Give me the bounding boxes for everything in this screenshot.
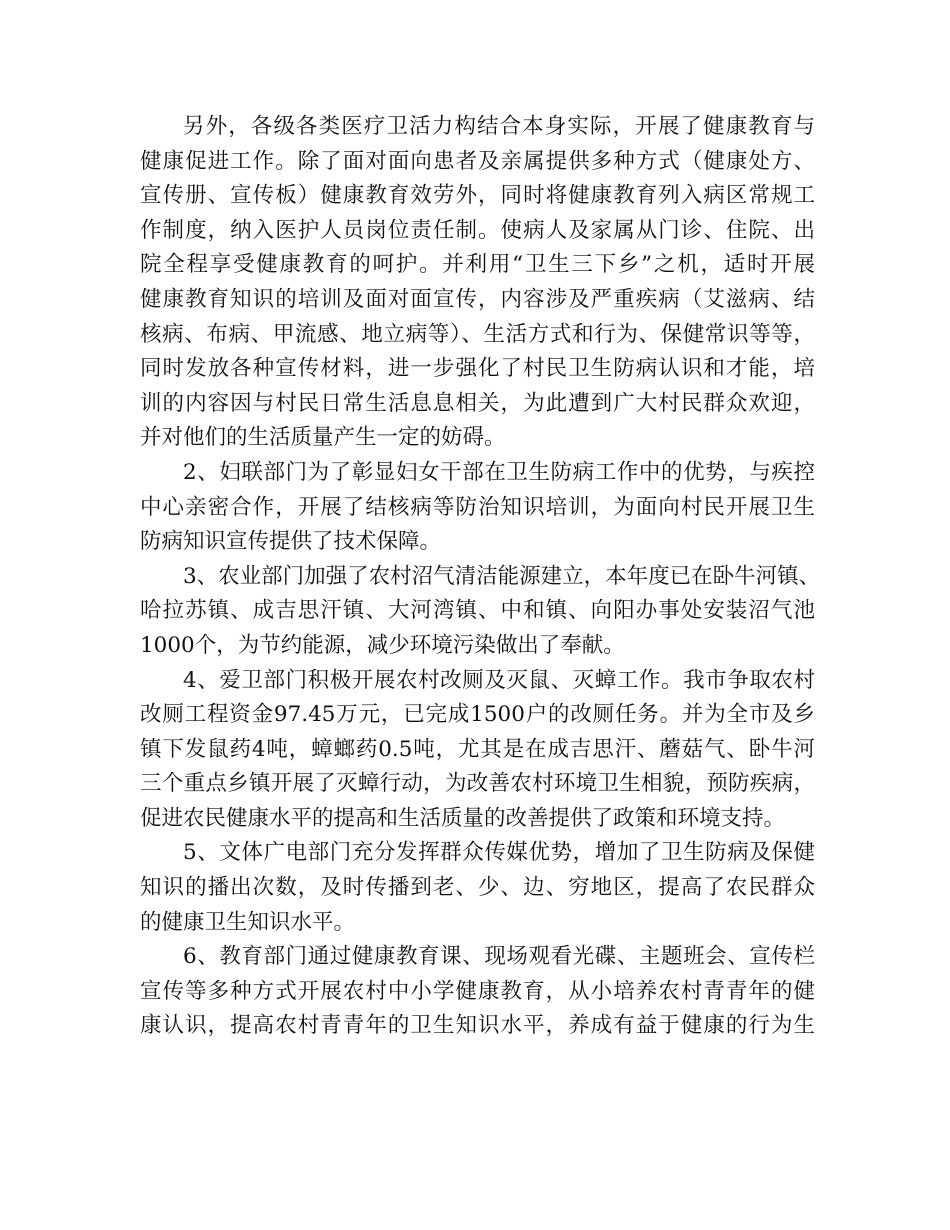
text-line: 康认识，提高农村青青年的卫生知识水平，养成有益于健康的行为生	[140, 1013, 815, 1039]
text-line: 并对他们的生活质量产生一定的妨碍。	[140, 425, 506, 451]
text-line: 1000个，为节约能源，减少环境污染做出了奉献。	[140, 632, 625, 658]
text-line: 哈拉苏镇、成吉思汗镇、大河湾镇、中和镇、向阳办事处安装沼气池	[140, 598, 815, 624]
text-line: 的健康卫生知识水平。	[140, 909, 356, 935]
text-line: 另外，各级各类医疗卫活力构结合本身实际，开展了健康教育与	[183, 114, 815, 139]
text-line: 镇下发鼠药4吨，蟑螂药0.5吨，尤其是在成吉思汗、蘑菇气、卧牛河	[140, 736, 815, 762]
text-line: 6、教育部门通过健康教育课、现场观看光碟、主题班会、宣传栏	[183, 944, 815, 970]
text-line: 院全程享受健康教育的呵护。并利用“卫生三下乡”之机，适时开展	[140, 252, 815, 278]
text-line: 5、文体广电部门充分发挥群众传媒优势，增加了卫生防病及保健	[183, 840, 815, 866]
paragraph	[140, 560, 821, 664]
text-line: 同时发放各种宣传材料，进一步强化了村民卫生防病认识和才能，培	[140, 356, 815, 382]
text-line: 核病、布病、甲流感、地立病等）、生活方式和行为、保健常识等等，	[140, 321, 815, 347]
text-line: 知识的播出次数，及时传播到老、少、边、穷地区，提高了农民群众	[140, 875, 815, 901]
text-line: 训的内容因与村民日常生活息息相关，为此遭到广大村民群众欢迎，	[140, 390, 815, 416]
text-line: 健康促进工作。除了面对面向患者及亲属提供多种方式（健康处方、	[140, 148, 815, 174]
text-line: 促进农民健康水平的提高和生活质量的改善提供了政策和环境支持。	[140, 805, 786, 831]
text-line: 4、爱卫部门积极开展农村改厕及灭鼠、灭蟑工作。我市争取农村	[183, 667, 815, 693]
paragraph	[140, 940, 815, 1044]
paragraph	[140, 110, 815, 456]
text-line: 改厕工程资金97.45万元，已完成1500户的改厕任务。并为全市及乡	[140, 702, 815, 728]
paragraph	[140, 664, 815, 837]
document-body	[140, 110, 821, 1044]
paragraph	[140, 836, 815, 940]
text-line: 三个重点乡镇开展了灭蟑行动，为改善农村环境卫生相貌，预防疾病，	[140, 771, 815, 797]
text-line: 中心亲密合作，开展了结核病等防治知识培训，为面向村民开展卫生	[140, 494, 815, 520]
text-line: 宣传等多种方式开展农村中小学健康教育，从小培养农村青青年的健	[140, 978, 815, 1004]
text-line: 健康教育知识的培训及面对面宣传，内容涉及严重疾病（艾滋病、结	[140, 286, 815, 312]
text-line: 防病知识宣传提供了技术保障。	[140, 529, 442, 555]
paragraph	[140, 456, 815, 560]
text-line: 2、妇联部门为了彰显妇女干部在卫生防病工作中的优势，与疾控	[183, 459, 815, 485]
text-line: 作制度，纳入医护人员岗位责任制。使病人及家属从门诊、住院、出	[140, 217, 815, 243]
text-line: 宣传册、宣传板）健康教育效劳外，同时将健康教育列入病区常规工	[140, 183, 815, 209]
text-line: 3、农业部门加强了农村沼气清洁能源建立，本年度已在卧牛河镇、	[183, 563, 821, 589]
